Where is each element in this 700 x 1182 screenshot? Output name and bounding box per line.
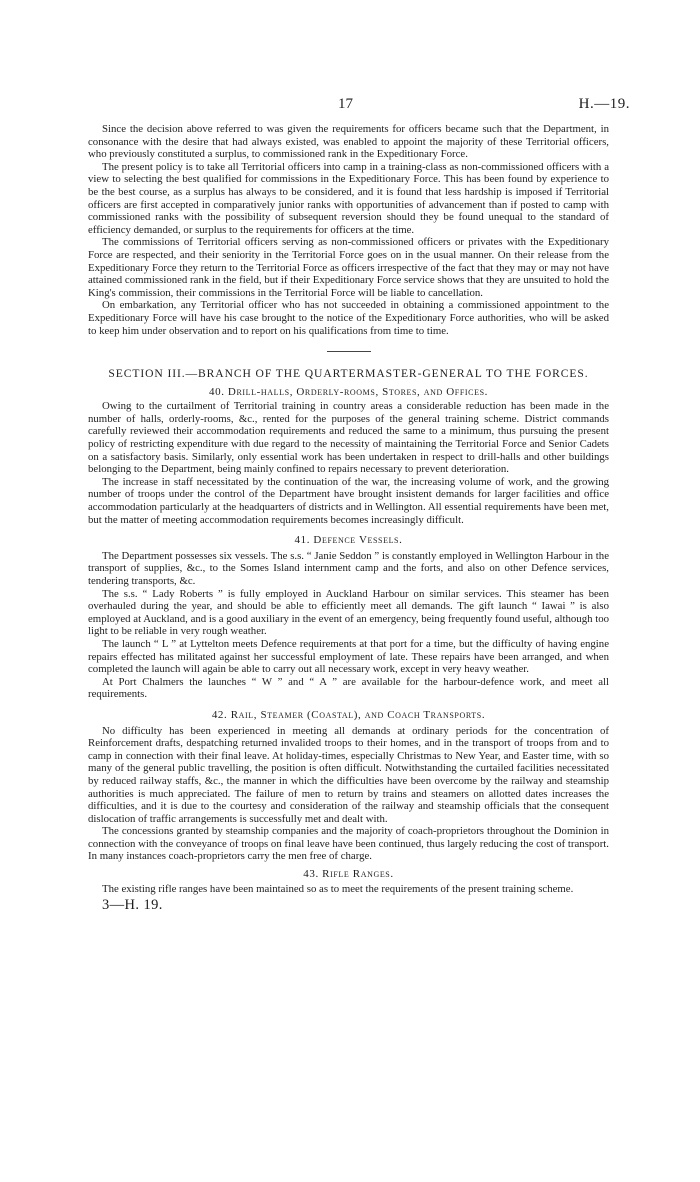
paragraph: No difficulty has been experienced in meeting all demands at ordinary periods for the concentration of Reinforcement drafts, despatching returned invalided troops to their homes, and in the transport of troops from and to camp in connection with their final leave. At holiday-times, especially Christmas to New Year, and Easter time, with so many of the general public travelling, the position is often difficult. Notwithstanding the curtailed facilities necessitated by reduced railway staffs, &c., the manner in which the difficulties have been overcome by the railway and steamship authorities is much appreciated. The failure of men to return by trains and steamers on allotted dates increases the difficulties, and it is due to the courtesy and consideration of the railway and steamship officials that the consequent dislocation of traffic arrangements is successfully met and dealt with. — [88, 724, 609, 825]
section-heading: SECTION III.—BRANCH OF THE QUARTERMASTER-GENERAL TO THE FORCES. — [108, 367, 589, 381]
subsection-drill-halls — [88, 386, 609, 527]
subsection-title: 41. Defence Vessels. — [294, 534, 403, 547]
intro-block — [88, 123, 609, 337]
paragraph: The commissions of Territorial officers serving as non-commissioned officers or privates with the Expeditionary Force are respected, and their seniority in the Territorial Force goes on in the usual manner. On their release from the Expeditionary Force they return to the Territorial Force as officers irrespective of the fact that they may or may not have attained commissioned rank in the field, but if their Expeditionary Force service shows that they are unsuited to hold the King's commission, their commissions in the Territorial Force will be liable to cancellation. — [88, 236, 609, 299]
subsection-defence-vessels — [88, 534, 609, 701]
section-divider — [327, 351, 371, 352]
page-number: 17 — [338, 96, 353, 112]
subsection-title: 43. Rifle Ranges. — [303, 868, 394, 881]
paragraph: The Department possesses six vessels. The s.s. “ Janie Seddon ” is constantly employed in Wellington Harbour in the transport of supplies, &c., to the Somes Island internment camp and the forts, and also on other Defence services, tendering transports, &c. — [88, 549, 609, 587]
subsection-title: 42. Rail, Steamer (Coastal), and Coach Transports. — [211, 708, 486, 721]
signature-mark: 3—H. 19. — [102, 897, 163, 914]
paragraph: At Port Chalmers the launches “ W ” and “ A ” are available for the harbour-defence work, and meet all requirements. — [88, 675, 609, 701]
paragraph: The launch “ L ” at Lyttelton meets Defence requirements at that port for a time, but the difficulty of having engine repairs effected has militated against her successful employment of late. These repairs have been arranged, and when completed the launch will again be able to carry out all necessary work, except in very heavy weather. — [88, 637, 609, 676]
document-reference: H.—19. — [578, 96, 630, 112]
paragraph: The s.s. “ Lady Roberts ” is fully employed in Auckland Harbour on similar services. This steamer has been overhauled during the year, and should be able to efficiently meet all demands. The gift launch “ Iawai ” is also employed at Auckland, and is a good auxiliary in the event of an emergency, being frequently found useful, although too light to be reliable in very rough weather. — [88, 587, 609, 638]
paragraph: On embarkation, any Territorial officer who has not succeeded in obtaining a commissioned appointment to the Expeditionary Force will have his case brought to the notice of the Expeditionary Force authorities, who will be asked to keep him under observation and to report on his qualifications from time to time. — [88, 299, 609, 337]
subsection-rifle-ranges — [88, 868, 609, 895]
paragraph: The concessions granted by steamship companies and the majority of coach-proprietors throughout the Dominion in connection with the conveyance of troops on final leave have been continued, thus largely reducing the cost of transport. In many instances coach-proprietors carry the men free of charge. — [88, 825, 609, 863]
page-header — [0, 96, 700, 116]
paragraph: Since the decision above referred to was given the requirements for officers became such that the Department, in consonance with the desire that had always existed, was enabled to appoint the majority of these Territorial officers, who previously constituted a surplus, to commissioned rank in the Expeditionary Force. — [88, 123, 609, 161]
page-body — [88, 123, 609, 912]
paragraph: Owing to the curtailment of Territorial training in country areas a considerable reduction has been made in the number of halls, orderly-rooms, &c., rented for the purposes of the general training scheme. District commands carefully reviewed their accommodation requirements and reduced the same to a minimum, thus pursuing the present policy of restricting expenditure with due regard to the necessity of maintaining the Territorial Force and Senior Cadets on a satisfactory basis. Similarly, only essential work has been undertaken in respect to drill-halls and other buildings belonging to the Department, being mainly confined to repairs necessary to prevent deterioration. — [88, 400, 609, 476]
subsection-transports — [88, 709, 609, 863]
subsection-title: 40. Drill-halls, Orderly-rooms, Stores, and Offices. — [209, 385, 488, 398]
paragraph: The increase in staff necessitated by the continuation of the war, the increasing volume of work, and the growing number of troops under the control of the Department have brought insistent demands for larger facilities and office accommodation particularly at the headquarters of districts and in Wellington. All essential requirements have been met, but the matter of meeting accommodation requirements becomes increasingly difficult. — [88, 475, 609, 526]
paragraph: The existing rifle ranges have been maintained so as to meet the requirements of the present training scheme. — [102, 882, 574, 895]
paragraph: The present policy is to take all Territorial officers into camp in a training-class as non-commissioned officers with a view to selecting the best qualified for commissions in the Expeditionary Force. This has been found by experience to be the best course, as a surplus has always to be considered, and it is found that less hardship is imposed if Territorial officers are first accepted in comparatively junior ranks with opportunities of advancement than if posted to camp with commissioned ranks with the possibility of subsequent reversion should they be found unequal to the standard of efficiency demanded, or surplus to the requirements for officers at the time. — [88, 160, 609, 236]
